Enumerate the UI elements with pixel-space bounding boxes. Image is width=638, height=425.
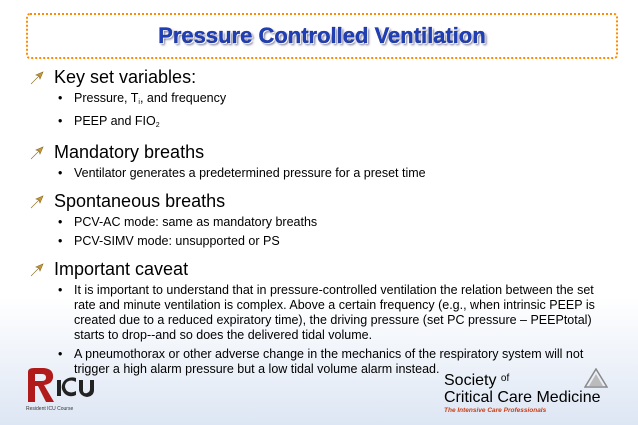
- section-heading: [30, 66, 610, 88]
- sccm-tagline: The Intensive Care Professionals: [444, 407, 547, 414]
- arrow-icon: [30, 263, 44, 277]
- bullet: •: [58, 283, 63, 297]
- list-item-text: PEEP and $FIO_2$: [74, 114, 160, 129]
- list-item: [58, 283, 610, 343]
- list-item-text: Pressure, $T_i$, and frequency: [74, 91, 227, 106]
- bullet: •: [58, 234, 63, 248]
- section-mandatory-breaths: [30, 141, 610, 181]
- section-heading: [30, 258, 610, 280]
- sccm-line1: Society $^{of}$: [444, 372, 510, 389]
- section-important-caveat: [30, 258, 610, 377]
- section-key-set-variables: [30, 66, 610, 133]
- ricu-tagline: Resident ICU Course: [26, 406, 74, 412]
- list-item: [58, 215, 610, 230]
- arrow-icon: [30, 146, 44, 160]
- slide-content: [30, 66, 610, 381]
- list-item-text: Ventilator generates a predetermined pressure for a preset time: [74, 166, 426, 180]
- arrow-icon: [30, 195, 44, 209]
- bullet: •: [58, 91, 63, 105]
- list-item-text: It is important to understand that in pressure-controlled ventilation the relation between the set rate and minute ventilation is complex. Above a certain frequency (e.g., when intrinsic PEEP is created due to a reduced expiratory time), the driving pressure (set PC pressure – PEEPtotal) starts to drop--and so does the delivered tidal volume.: [74, 283, 595, 342]
- list-item: [58, 166, 610, 181]
- list-item: [58, 234, 610, 249]
- list-item: [58, 114, 610, 133]
- bullet: •: [58, 114, 63, 128]
- list-item-text: PCV-AC mode: same as mandatory breaths: [74, 215, 318, 229]
- list-item: [58, 91, 610, 110]
- ricu-logo: [24, 366, 104, 414]
- triangle-icon: [584, 368, 608, 388]
- section-heading: [30, 190, 610, 212]
- section-heading-text: Key set variables:: [54, 67, 197, 87]
- bullet: •: [58, 347, 63, 361]
- ricu-logo-mark: [24, 366, 104, 406]
- bullet: •: [58, 215, 63, 229]
- slide-title: Pressure Controlled Ventilation: [158, 23, 486, 48]
- title-box: [26, 13, 618, 59]
- sccm-logo: [440, 366, 616, 416]
- section-heading-text: Spontaneous breaths: [54, 191, 226, 211]
- list-item-text: PCV-SIMV mode: unsupported or PS: [74, 234, 280, 248]
- list-item-text: A pneumothorax or other adverse change in the mechanics of the respiratory system will not trigger a high alarm pressure but a low tidal volume alarm instead.: [74, 347, 584, 376]
- arrow-icon: [30, 71, 44, 85]
- section-heading: [30, 141, 610, 163]
- section-spontaneous-breaths: [30, 190, 610, 249]
- section-heading-text: Mandatory breaths: [54, 142, 205, 162]
- section-heading-text: Important caveat: [54, 259, 189, 279]
- sccm-line2: Critical Care Medicine: [444, 389, 601, 406]
- bullet: •: [58, 166, 63, 180]
